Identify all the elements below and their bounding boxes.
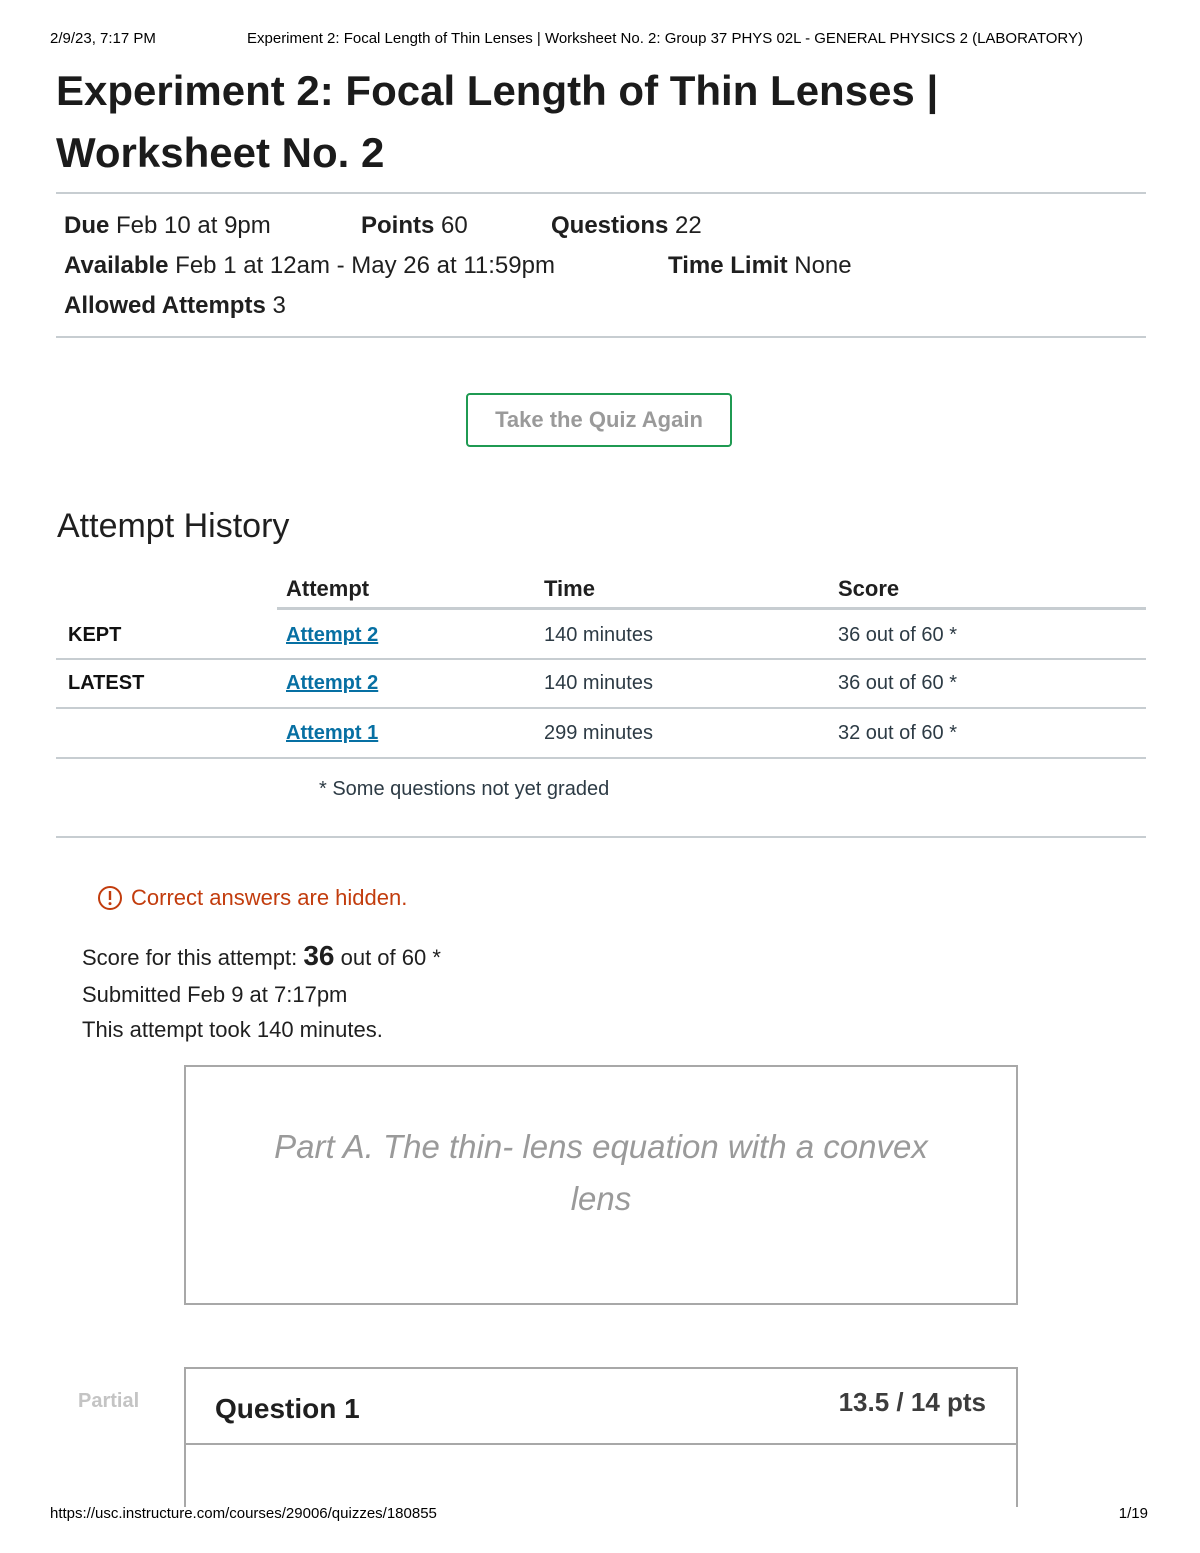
allowed-attempts-label: Allowed Attempts: [64, 292, 266, 319]
print-header-title: Experiment 2: Focal Length of Thin Lenses | Worksheet No. 2: Group 37 PHYS 02L - GENERAL PHYSICS 2 (LABORATORY): [247, 30, 1083, 47]
time-limit-value: None: [794, 252, 852, 279]
time-limit-label: Time Limit: [668, 252, 788, 279]
row-label: KEPT: [68, 624, 122, 646]
row-divider: [56, 757, 1146, 759]
score-value: 36: [303, 940, 335, 971]
attempt-history-title: Attempt History: [57, 507, 290, 545]
attempt-score: 36 out of 60 *: [838, 624, 957, 646]
divider: [56, 336, 1146, 338]
answers-hidden-text: Correct answers are hidden.: [131, 885, 408, 910]
points-value: 60: [441, 212, 468, 239]
attempt-score: 36 out of 60 *: [838, 672, 957, 694]
quiz-meta-row-1: [64, 211, 271, 241]
due-value: Feb 10 at 9pm: [116, 212, 271, 239]
part-title: Part A. The thin- lens equation with a convex lens: [274, 1128, 928, 1217]
available-meta: [64, 251, 555, 281]
available-value: Feb 1 at 12am - May 26 at 11:59pm: [175, 252, 555, 279]
attempts-meta: [64, 291, 286, 321]
questions-value: 22: [675, 212, 702, 239]
submitted-time: Submitted Feb 9 at 7:17pm: [82, 982, 348, 1007]
row-label: LATEST: [68, 672, 145, 694]
attempt-link[interactable]: Attempt 2: [286, 624, 379, 646]
question-title: Question 1: [215, 1393, 360, 1424]
column-header-attempt: Attempt: [286, 576, 370, 601]
divider: [56, 192, 1146, 194]
print-url: https://usc.instructure.com/courses/29006/quizzes/180855: [50, 1505, 437, 1522]
attempt-link[interactable]: Attempt 1: [286, 722, 379, 744]
time-limit-meta: [668, 251, 852, 281]
answers-hidden-notice: [97, 885, 407, 911]
question-card: [184, 1367, 1018, 1507]
attempt-time: 140 minutes: [544, 624, 653, 646]
points-meta: [361, 211, 468, 241]
allowed-attempts-value: 3: [272, 292, 286, 319]
table-header-underline: [277, 607, 1146, 610]
column-header-time: Time: [544, 576, 595, 601]
points-label: Points: [361, 212, 435, 239]
questions-meta: [551, 211, 702, 241]
available-label: Available: [64, 252, 169, 279]
divider: [56, 836, 1146, 838]
column-header-score: Score: [838, 576, 900, 601]
grading-footnote: * Some questions not yet graded: [319, 778, 610, 800]
question-points: 13.5 / 14 pts: [838, 1387, 986, 1417]
page-title-line2: Worksheet No. 2: [56, 129, 385, 176]
score-suffix: out of 60 *: [340, 945, 441, 970]
attempt-score-line: [82, 940, 441, 972]
warning-icon: [97, 885, 123, 911]
question-header: [186, 1369, 1016, 1445]
page-title-line1: Experiment 2: Focal Length of Thin Lenses |: [56, 67, 939, 114]
attempt-score: 32 out of 60 *: [838, 722, 957, 744]
question-status-badge: Partial: [78, 1390, 140, 1412]
due-meta: [64, 212, 271, 239]
attempt-link[interactable]: Attempt 2: [286, 672, 379, 694]
attempt-duration: This attempt took 140 minutes.: [82, 1017, 383, 1042]
score-prefix: Score for this attempt:: [82, 945, 298, 970]
part-header-box: [184, 1065, 1018, 1305]
attempt-time: 140 minutes: [544, 672, 653, 694]
row-divider: [56, 658, 1146, 660]
row-divider: [56, 707, 1146, 709]
page-title: [56, 60, 1056, 184]
print-date: 2/9/23, 7:17 PM: [50, 30, 156, 47]
attempt-time: 299 minutes: [544, 722, 653, 744]
page-number: 1/19: [1118, 1505, 1148, 1522]
questions-label: Questions: [551, 212, 669, 239]
take-quiz-again-button[interactable]: Take the Quiz Again: [466, 393, 732, 447]
due-label: Due: [64, 212, 110, 239]
